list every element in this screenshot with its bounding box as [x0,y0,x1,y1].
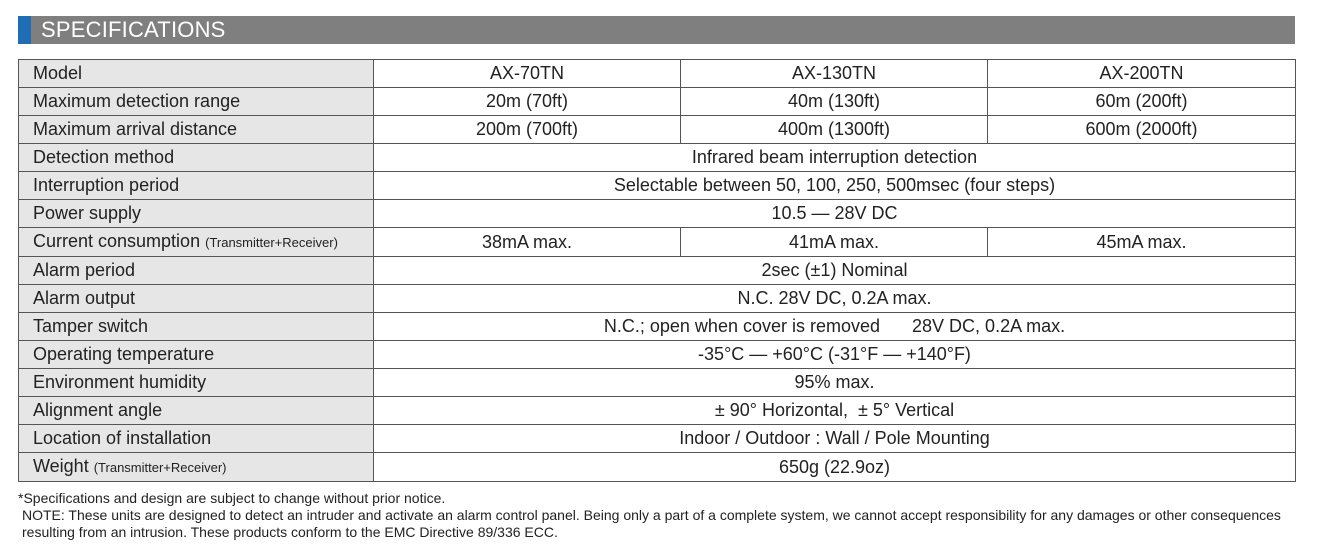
footnote-note: NOTE: These units are designed to detect an intruder and activate an alarm control panel. Being only a part of a complete system, we cannot accept responsibility for any damages or other consequences resulting from an intrusion. These products conform to the EMC Directive 89/336 ECC. [22,507,1281,540]
cell-value [374,313,1296,341]
cell-value: -35°C — +60°C (-31°F — +140°F) [374,341,1296,369]
table-row-tamper [19,313,1296,341]
table-row-alarm-period [19,257,1296,285]
table-row-arrival [19,116,1296,144]
cell-value: 600m (2000ft) [988,116,1296,144]
cell-value: ± 90° Horizontal, ± 5° Vertical [374,397,1296,425]
row-label: Model [19,60,374,88]
table-row-humidity [19,369,1296,397]
row-label: Operating temperature [19,341,374,369]
cell-value: Selectable between 50, 100, 250, 500msec (four steps) [374,172,1296,200]
row-label: Power supply [19,200,374,228]
table-row-alignment [19,397,1296,425]
tamper-condition: N.C.; open when cover is removed [603,316,881,336]
specifications-table [18,59,1296,482]
table-row-method [19,144,1296,172]
model-name: AX-70TN [374,60,681,88]
model-name: AX-130TN [681,60,988,88]
footnote-disclaimer: *Specifications and design are subject to change without prior notice. [18,490,446,506]
row-label: Maximum arrival distance [19,116,374,144]
cell-value: N.C. 28V DC, 0.2A max. [374,285,1296,313]
cell-value: Infrared beam interruption detection [374,144,1296,172]
footnotes [18,490,1308,541]
row-label: Alignment angle [19,397,374,425]
model-name: AX-200TN [988,60,1296,88]
table-row-current [19,228,1296,257]
cell-value: 38mA max. [374,228,681,257]
header-accent-bar [18,16,31,44]
cell-value: 40m (130ft) [681,88,988,116]
row-label-cell [19,228,374,257]
cell-value: 650g (22.9oz) [374,453,1296,482]
cell-value: Indoor / Outdoor : Wall / Pole Mounting [374,425,1296,453]
cell-value: 41mA max. [681,228,988,257]
row-label-note: (Transmitter+Receiver) [93,460,227,475]
cell-value: 45mA max. [988,228,1296,257]
row-label: Location of installation [19,425,374,453]
table-row-temperature [19,341,1296,369]
table-row-range [19,88,1296,116]
table-row-weight [19,453,1296,482]
row-label: Alarm period [19,257,374,285]
section-header [18,16,1295,44]
row-label: Interruption period [19,172,374,200]
row-label: Maximum detection range [19,88,374,116]
table-row-power [19,200,1296,228]
row-label: Environment humidity [19,369,374,397]
row-label: Tamper switch [19,313,374,341]
table-row-interruption [19,172,1296,200]
cell-value: 20m (70ft) [374,88,681,116]
section-title: SPECIFICATIONS [41,17,226,42]
row-label-note: (Transmitter+Receiver) [205,235,338,250]
cell-value: 200m (700ft) [374,116,681,144]
cell-value: 400m (1300ft) [681,116,988,144]
table-row-model [19,60,1296,88]
tamper-rating: 28V DC, 0.2A max. [912,316,1066,336]
cell-value: 10.5 — 28V DC [374,200,1296,228]
cell-value: 2sec (±1) Nominal [374,257,1296,285]
row-label: Detection method [19,144,374,172]
row-label: Weight [33,456,89,476]
cell-value: 95% max. [374,369,1296,397]
row-label: Current consumption [33,231,201,251]
row-label-cell [19,453,374,482]
cell-value: 60m (200ft) [988,88,1296,116]
table-row-location [19,425,1296,453]
table-row-alarm-output [19,285,1296,313]
row-label: Alarm output [19,285,374,313]
